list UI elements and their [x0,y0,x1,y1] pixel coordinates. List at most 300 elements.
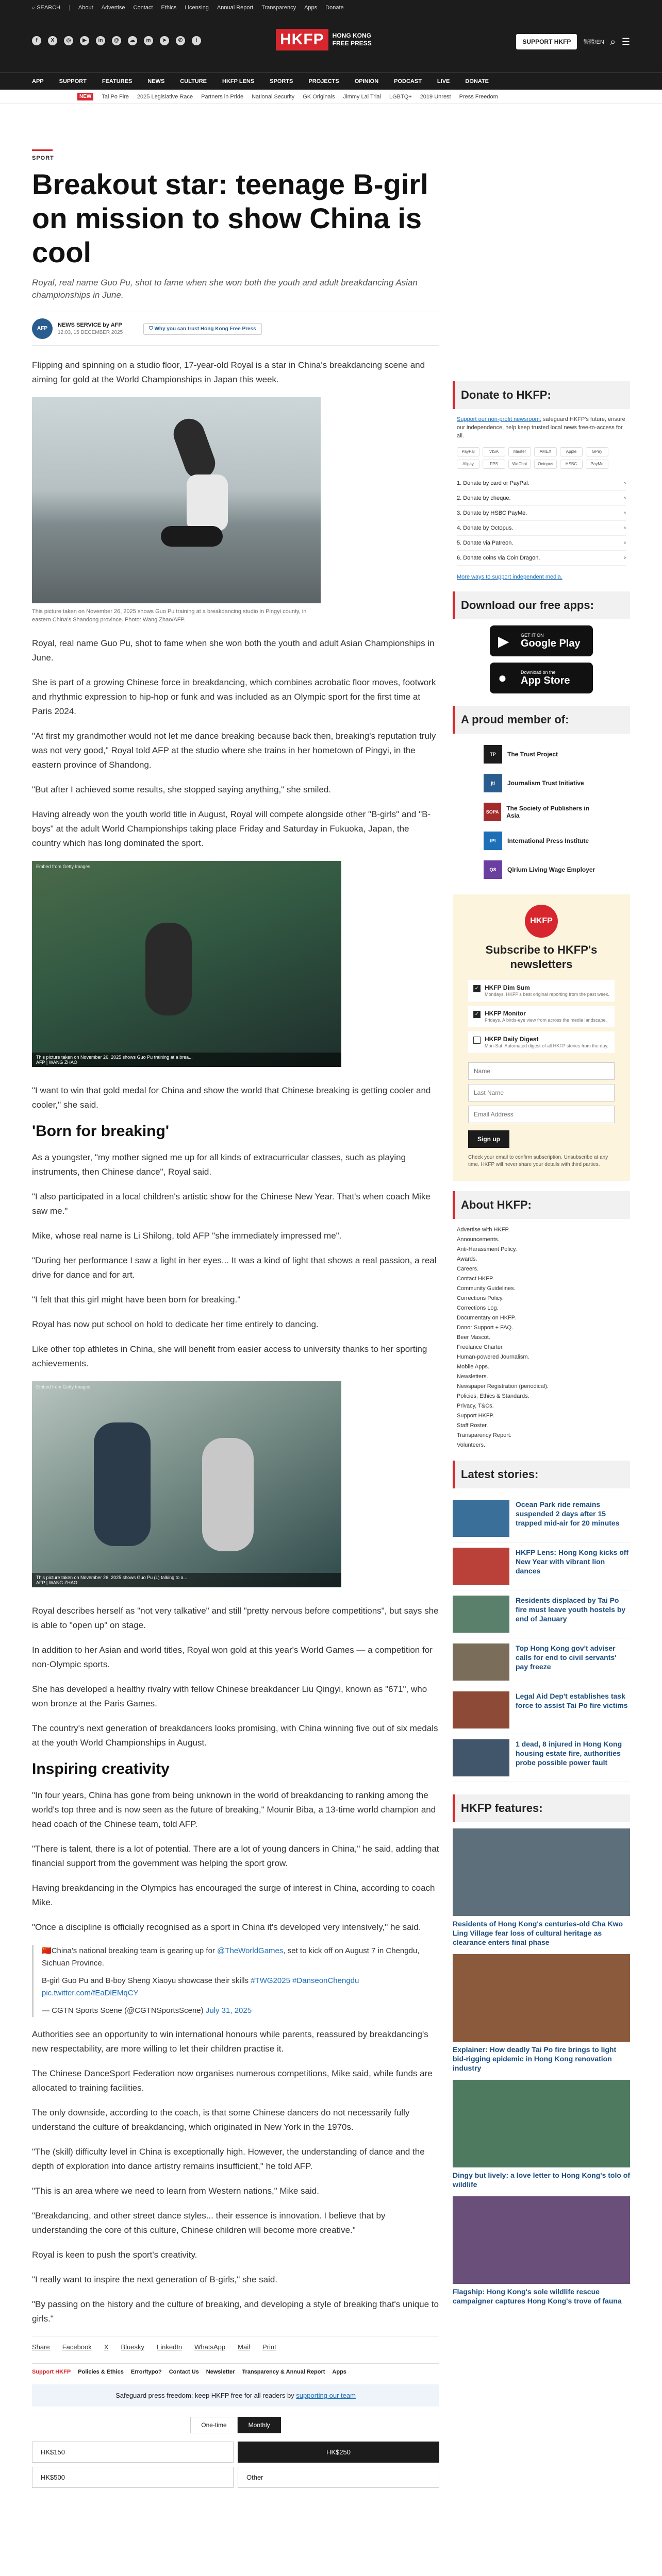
rss-icon[interactable]: ⌇ [192,36,201,45]
trending-link[interactable]: 2019 Unrest [420,93,451,100]
feature-story[interactable] [453,1954,630,2073]
feature-image[interactable] [453,2196,630,2284]
option-name: HKFP Daily Digest [485,1036,539,1043]
policies-link[interactable]: Policies & Ethics [78,2369,124,2375]
feature-image[interactable] [453,1828,630,1916]
share-label: Share [32,2343,50,2351]
paragraph: The country's next generation of breakdancers looks promising, with China winning five out of six medals at the youth World Championships in August. [32,1723,438,1748]
trending-link[interactable]: Jimmy Lai Trial [343,93,381,100]
trending-link[interactable]: Tai Po Fire [102,93,129,100]
newsletter-signup [453,894,630,1181]
about-link[interactable]: Mobile Apps. [457,1364,489,1370]
tweet-mention[interactable]: @TheWorldGames [217,1946,284,1955]
trust-button[interactable] [143,323,262,335]
amount-option[interactable]: HK$150 [32,2442,234,2463]
story-title[interactable]: Ocean Park ride remains suspended 2 days after 15 trapped mid-air for 20 minutes [516,1500,620,1527]
email-field[interactable] [468,1106,615,1123]
chevron-right-icon: › [624,555,626,561]
donate-option[interactable] [457,506,626,521]
trust-project-logo: TP [484,745,502,764]
masthead [0,15,662,72]
byline [32,312,439,346]
utility-bar [0,0,662,15]
about-link[interactable]: Volunteers. [457,1442,486,1448]
ipi-logo: IPI [484,832,502,850]
getty-embed[interactable] [32,861,341,1067]
tweet-text: China's national breaking team is gearing up for [51,1946,218,1955]
threads-icon[interactable]: @ [112,36,121,45]
newsletter-note: Check your email to confirm subscription. Unsubscribe at any time. HKFP will never share your details with third parties. [468,1155,608,1167]
photo-shirt [187,474,228,531]
util-link-advertise[interactable]: Advertise [101,5,125,11]
linkedin-icon[interactable]: in [96,36,105,45]
main-nav [0,72,662,90]
sidebar [453,381,630,2313]
paragraph: Having breakdancing in the Olympics has encouraged the surge of interest in China, according to coach Mike. [32,1883,435,1907]
option-name: HKFP Dim Sum [485,984,530,991]
tweet-line [42,1975,439,1999]
photo-figure [145,923,192,1015]
paragraph: Like other top athletes in China, she will benefit from easier access to university thanks to her sporting achievements. [32,1344,427,1368]
getty-credit: AFP | WANG ZHAO [36,1060,77,1065]
paragraph: "There is talent, there is a lot of potential. There are a lot of young dancers in China," he said, adding that financial support from the government was helping the sport grow. [32,1844,439,1868]
feature-story[interactable] [453,2196,630,2306]
util-link-apps[interactable]: Apps [304,5,318,11]
feature-story[interactable] [453,2080,630,2189]
visa-icon: VISA [483,447,505,456]
latest-story[interactable] [453,1734,630,1782]
spacer [468,1057,615,1062]
donate-heading: Donate to HKFP: [453,381,630,409]
donate-option[interactable] [457,491,626,506]
typo-link[interactable]: Error/typo? [130,2369,162,2375]
paragraph: Royal has now put school on hold to dedicate her time entirely to dancing. [32,1319,319,1329]
getty-embed[interactable] [32,1381,341,1587]
nav-podcast[interactable]: PODCAST [394,78,422,84]
paragraph: In addition to her Asian and world titles, Royal won gold at this year's World Games — a competition for non-Olympic sports. [32,1645,433,1669]
donation-banner [32,2384,439,2406]
paragraph: Having already won the youth world title in August, Royal will compete alongside other "B-girls" and "B-boys" at the adult World Championships taking place Friday and Saturday in Fukuoka, Japan, the country which has long dominated the sport. [32,809,431,848]
octopus-icon: Octopus [534,460,557,469]
trending-link[interactable]: LGBTQ+ [389,93,412,100]
paragraph: Authorities see an opportunity to win international honours while parents, reassured by breakdancing's new respectability, are more willing to let their children practise it. [32,2029,428,2054]
tweet-author: — CGTN Sports Scene (@CGTNSportsScene) [42,2006,204,2015]
wechat-pay-icon: WeChat [508,460,531,469]
logo-line-1: HONG KONG [332,32,372,39]
fps-icon: FPS [483,460,505,469]
app-store-button[interactable] [490,663,593,693]
feature-image[interactable] [453,2080,630,2167]
member-logo[interactable] [453,798,630,826]
paragraph: "I want to win that gold medal for China and show the world that Chinese breaking is getting cooler and cooler," she said. [32,1086,431,1110]
paragraph: "In four years, China has gone from being unknown in the world of breakdancing to ranking among the world's top three and is now seen as the future of breaking," Mounir Biba, a 13-time world champion and head coach of the Chinese team, told AFP. [32,1790,436,1829]
transparency-link[interactable]: Transparency & Annual Report [242,2369,325,2375]
feature-story[interactable] [453,1828,630,1947]
tweet-date[interactable]: July 31, 2025 [205,2006,252,2015]
google-play-small: GET IT ON [521,632,544,638]
payme-icon: PayMe [586,460,608,469]
share-bluesky[interactable]: Bluesky [121,2343,144,2351]
story-title[interactable]: Residents displaced by Tai Po fire must leave youth hostels by end of January [516,1596,626,1623]
last-name-field[interactable] [468,1084,615,1101]
about-link[interactable]: Donor Support + FAQ. [457,1325,514,1331]
member-logo[interactable] [453,740,630,769]
tweet-text: , set to kick off on August 7 in Chengdu, Sichuan Province. [42,1946,420,1968]
jti-logo: jti [484,774,502,792]
name-field[interactable] [468,1062,615,1080]
amount-option[interactable]: HK$500 [32,2467,234,2488]
paragraph: Royal describes herself as "not very talkative" and still "pretty nervous before competitions", but says she is able to "open up" on stage. [32,1606,439,1630]
chevron-right-icon: › [624,510,626,516]
getty-caption [32,1053,341,1067]
amount-option-other[interactable]: Other [238,2467,439,2488]
paragraph: She has developed a healthy rivalry with fellow Chinese breakdancer Liu Qingyi, known as "671", who won bronze at the Paris Games. [32,1684,427,1708]
nonprofit-link[interactable]: Support our non-profit newsroom: [457,416,541,422]
latest-story[interactable] [453,1590,630,1638]
embedded-tweet[interactable] [32,1945,439,2017]
trending-link[interactable]: National Security [252,93,295,100]
member-name: International Press Institute [507,837,589,844]
google-pay-icon: GPay [586,447,608,456]
frequency-toggle [32,2417,439,2433]
nav-sports[interactable]: SPORTS [270,78,293,84]
donate-option[interactable] [457,476,626,491]
trending-link[interactable]: Press Freedom [459,93,498,100]
util-link-donate[interactable]: Donate [325,5,344,11]
search-icon[interactable]: ⌕ [610,36,616,47]
hamburger-menu-icon[interactable]: ☰ [621,36,630,47]
trending-link[interactable]: GK Originals [303,93,335,100]
shield-icon: ⛉ [149,326,155,332]
latest-story[interactable] [453,1686,630,1734]
trending-link[interactable]: 2025 Legislative Race [137,93,193,100]
util-link-transparency[interactable]: Transparency [261,5,296,11]
spacer [32,1591,439,1604]
newsletter-link[interactable]: Newsletter [206,2369,235,2375]
lead-photo [32,397,321,603]
about-link[interactable]: Contact HKFP. [457,1276,494,1282]
about-link[interactable]: Privacy, T&Cs. [457,1403,494,1409]
about-heading: About HKFP: [453,1191,630,1219]
option-text [485,984,609,997]
paragraph: "But after I achieved some results, she stopped saying anything," she smiled. [32,785,331,794]
nav-features[interactable]: FEATURES [102,78,133,84]
paragraph: "At first my grandmother would not let me dance breaking because back then, breaking's reputation truly was not very good," Royal told AFP at the studio where she trains in her hometown of Pingyi, in the eastern province of Shandong. [32,731,436,770]
story-title[interactable]: 1 dead, 8 injured in Hong Kong housing estate fire, authorities probe possible power fault [516,1740,622,1767]
donate-option-label: 3. Donate by HSBC PayMe. [457,510,527,516]
masthead-actions [516,34,630,49]
member-name: The Society of Publishers in Asia [506,805,589,819]
about-link[interactable]: Documentary on HKFP. [457,1315,516,1321]
chevron-right-icon: › [624,525,626,531]
donate-options [453,476,630,566]
story-thumbnail[interactable] [453,1691,509,1728]
instagram-icon[interactable]: ◎ [64,36,73,45]
option-desc: Fridays. A birds-eye view from across the media landscape. [485,1018,607,1023]
amex-icon: AMEX [534,447,557,456]
donate-option[interactable] [457,521,626,536]
latest-story[interactable] [453,1495,630,1543]
getty-credit: AFP | WANG ZHAO [36,1580,77,1585]
story-title[interactable]: HKFP Lens: Hong Kong kicks off New Year with vibrant lion dances [516,1548,629,1575]
photo-legs [161,526,223,547]
living-wage-logo: QS [484,860,502,879]
google-play-icon: ▶ [498,633,509,649]
story-title[interactable]: Legal Aid Dep't establishes task force to assist Tai Po fire victims [516,1692,628,1709]
donate-option-label: 5. Donate via Patreon. [457,540,514,546]
member-logo[interactable] [453,826,630,855]
paragraph: Flipping and spinning on a studio floor, 17-year-old Royal is a star in China's breakdancing scene and aiming for gold at the World Championships in Japan this week. [32,360,425,384]
donate-option[interactable] [457,551,626,566]
bluesky-icon[interactable]: ☁ [128,36,137,45]
about-link[interactable]: Announcements. [457,1236,500,1243]
apple-icon: ● [498,670,507,686]
feature-image[interactable] [453,1954,630,2042]
option-name: HKFP Monitor [485,1010,526,1017]
latest-story[interactable] [453,1638,630,1686]
payment-methods [453,447,630,469]
option-text [485,1010,607,1023]
getty-caption [32,1573,341,1587]
share-bar [32,2336,439,2351]
about-link[interactable]: Community Guidelines. [457,1285,516,1292]
share-print[interactable]: Print [262,2343,276,2351]
author[interactable]: NEWS SERVICE by AFP [58,322,122,328]
getty-embed-label: Embed from Getty Images [36,864,91,869]
nav-culture[interactable]: CULTURE [180,78,207,84]
util-link-contact[interactable]: Contact [133,5,153,11]
feature-title[interactable]: Dingy but lively: a love letter to Hong Kong's tolo of wildlife [453,2171,631,2189]
section-label[interactable]: SPORT [32,155,54,161]
about-link[interactable]: Awards. [457,1256,477,1262]
amount-options [32,2442,439,2488]
mastodon-icon[interactable]: m [144,36,153,45]
share-facebook[interactable]: Facebook [62,2343,92,2351]
latest-heading: Latest stories: [453,1461,630,1488]
paragraph: Royal, real name Guo Pu, shot to fame when she won both the youth and adult Asian Championships in June. [32,638,435,663]
share-linkedin[interactable]: LinkedIn [157,2343,183,2351]
about-link[interactable]: Beer Mascot. [457,1334,490,1341]
alipay-icon: Alipay [457,460,479,469]
tweet-line [42,1945,439,1970]
paragraph: The only downside, according to the coach, is that some Chinese dancers do not necessarily fully understand the culture of breakdancing, which originated in New York in the 1970s. [32,2108,410,2132]
member-name: The Trust Project [507,751,558,758]
about-link[interactable]: Transparency Report. [457,1432,511,1438]
section-rule [32,149,53,151]
about-link[interactable]: Newspaper Registration (periodical). [457,1383,549,1389]
share-whatsapp[interactable]: WhatsApp [194,2343,226,2351]
story-thumbnail[interactable] [453,1548,509,1585]
photo-figure [169,414,219,483]
publish-date: 12:03, 15 DECEMBER 2025 [58,330,123,335]
nav-support[interactable]: SUPPORT [59,78,87,84]
util-link-about[interactable]: About [78,5,93,11]
getty-embed-label: Embed from Getty Images [36,1384,91,1389]
feature-title[interactable]: Explainer: How deadly Tai Po fire brings to light bid-rigging epidemic in Hong Kong renovation industry [453,2045,617,2072]
subheading: 'Born for breaking' [32,1123,169,1140]
about-link[interactable]: Newsletters. [457,1374,488,1380]
paragraph: "During her performance I saw a light in her eyes... It was a kind of light that shows a real passion, a real drive for dance and for art. [32,1256,437,1280]
trending-link[interactable]: Partners in Pride [201,93,244,100]
hkfp-logo[interactable] [276,29,372,50]
hkfp-logo: HKFP [525,905,558,938]
paragraph: Mike, whose real name is Li Shilong, told AFP "she immediately impressed me". [32,1231,342,1241]
donate-option-label: 1. Donate by card or PayPal. [457,480,529,486]
youtube-icon[interactable]: ▶ [80,36,89,45]
support-links [32,2363,439,2375]
about-link[interactable]: Corrections Log. [457,1305,499,1311]
about-link[interactable]: Policies, Ethics & Standards. [457,1393,529,1399]
story-thumbnail[interactable] [453,1500,509,1537]
feature-stories [453,1828,630,2306]
option-desc: Mon-Sat. Automated digest of all HKFP stories from the day. [485,1043,608,1048]
paragraph: "I also participated in a local children's artistic show for the Chinese New Year. That's when coach Mike saw me." [32,1192,431,1216]
byline-meta [58,322,123,335]
option-text [485,1036,608,1049]
apple-pay-icon: Apple [560,447,583,456]
banner-text: Safeguard press freedom; keep HKFP free for all readers by [115,2392,296,2399]
nav-donate[interactable]: DONATE [465,78,489,84]
photo-caption: This picture taken on November 26, 2025 shows Guo Pu training at a breakdancing studio in Pingyi county, in eastern China's Shandong province. Photo: Wang Zhao/AFP. [32,608,307,623]
getty-caption-text: This picture taken on November 26, 2025 shows Guo Pu (L) talking to a... [36,1575,188,1580]
photo-figure [202,1438,254,1551]
support-hkfp-button[interactable]: SUPPORT HKFP [516,34,577,49]
tweet-hashtags[interactable]: #TWG2025 #DanseonChengdu pic.twitter.com/fEaDlEMqCY [42,1976,359,1997]
logo-line-2: FREE PRESS [332,40,372,47]
paragraph: As a youngster, "my mother signed me up for all kinds of extracurricular classes, such as playing instruments, then Chinese dance", Royal said. [32,1153,406,1177]
nav-news[interactable]: NEWS [147,78,165,84]
paragraph: She is part of a growing Chinese force in breakdancing, which combines acrobatic floor moves, footwork and rhythmic expression to hip-hop or funk and was included as an Olympic sport for the first time at Paris 2024. [32,677,436,716]
support-link[interactable]: Support HKFP [32,2369,71,2375]
about-link[interactable]: Staff Roster. [457,1422,488,1429]
photo-figure [94,1422,151,1546]
about-link[interactable]: Support HKFP. [457,1413,494,1419]
divider: | [69,5,70,11]
one-time-option[interactable]: One-time [190,2417,237,2433]
story-title[interactable]: Top Hong Kong gov't adviser calls for end to civil servants' pay freeze [516,1644,617,1671]
logo-mark: HKFP [276,29,328,50]
nav-live[interactable]: LIVE [437,78,450,84]
about-link[interactable]: Human-powered Journalism. [457,1354,529,1360]
facebook-icon[interactable]: f [32,36,41,45]
trust-label: Why you can trust Hong Kong Free Press [154,326,256,332]
about-link[interactable]: Advertise with HKFP. [457,1227,510,1233]
paragraph: "This is an area where we need to learn from Western nations," Mike said. [32,2186,319,2196]
about-link[interactable]: Anti-Harassment Policy. [457,1246,517,1252]
paragraph: "By passing on the history and the culture of breaking, and developing a style of breaking that's unique to girls." [32,2299,439,2324]
app-store-small: Download on the [521,669,556,675]
latest-stories [453,1495,630,1782]
social-links [32,36,201,45]
latest-story[interactable] [453,1543,630,1590]
about-link[interactable]: Freelance Charter. [457,1344,504,1350]
support-team-link[interactable]: supporting our team [296,2392,356,2399]
trending-bar [0,90,662,104]
app-store-label: App Store [521,674,570,686]
util-link-ethics[interactable]: Ethics [161,5,177,11]
checkbox-icon[interactable]: ✓ [473,1011,481,1018]
paragraph: "I felt that this girl might have been born for breaking." [32,1295,241,1304]
newsletter-option[interactable] [468,980,615,1002]
nav-projects[interactable]: PROJECTS [308,78,339,84]
member-name: Journalism Trust Initiative [507,779,584,787]
util-link-licensing[interactable]: Licensing [185,5,209,11]
sopa-logo: SOPA [484,803,501,821]
chevron-right-icon: › [624,540,626,546]
whatsapp-icon[interactable]: ✆ [176,36,185,45]
nav-hkfp-lens[interactable]: HKFP LENS [222,78,255,84]
contact-link[interactable]: Contact Us [169,2369,199,2375]
donate-option-label: 6. Donate coins via Coin Dragon. [457,555,540,561]
donate-text: safeguard HKFP's future, ensure our independence, help keep trusted local news free-to-access for all. [457,416,625,439]
feature-title[interactable]: Residents of Hong Kong's centuries-old Cha Kwo Ling Village fear loss of cultural heritage as clearance enters final phase [453,1920,623,1946]
share-mail[interactable]: Mail [238,2343,250,2351]
about-link[interactable]: Careers. [457,1266,479,1272]
hsbc-icon: HSBC [560,460,583,469]
getty-caption-text: This picture taken on November 26, 2025 shows Guo Pu training at a brea... [36,1055,193,1060]
member-name: Qirium Living Wage Employer [507,866,595,873]
tweet-text: B-girl Guo Pu and B-boy Sheng Xiaoyu showcase their skills [42,1976,249,1985]
story-thumbnail[interactable] [453,1596,509,1633]
checkbox-icon[interactable]: ✓ [473,985,481,992]
checkbox-icon[interactable] [473,1037,481,1044]
search-label: SEARCH [37,4,61,11]
twitter-icon[interactable]: X [48,36,57,45]
story-thumbnail[interactable] [453,1739,509,1776]
about-link[interactable]: Corrections Policy. [457,1295,504,1301]
option-desc: Mondays. HKFP's best original reporting from the past week. [485,992,609,997]
apps-link[interactable]: Apps [332,2369,346,2375]
apps-heading: Download our free apps: [453,591,630,619]
member-heading: A proud member of: [453,706,630,734]
newsletter-option[interactable] [468,1006,615,1027]
more-ways-link[interactable]: More ways to support independent media. [457,574,562,580]
telegram-icon[interactable]: ➤ [160,36,169,45]
mastercard-icon: Master [508,447,531,456]
flag-icon: 🇨🇳 [42,1946,52,1955]
subheading: Inspiring creativity [32,1760,170,1777]
paragraph: "I really want to inspire the next generation of B-girls," she said. [32,2275,278,2284]
chevron-right-icon: › [624,480,626,486]
amount-option-selected[interactable]: HK$250 [238,2442,439,2463]
search-link[interactable]: ⌕ SEARCH [32,4,61,11]
member-logo[interactable] [453,769,630,798]
standfirst: Royal, real name Guo Pu, shot to fame when she won both the youth and adult breakdancing Asian championships in June. [32,278,418,300]
avatar: AFP [32,318,53,339]
nav-app[interactable]: APP [32,78,44,84]
article [32,149,439,2488]
monthly-option[interactable]: Monthly [238,2417,281,2433]
paypal-icon: PayPal [457,447,479,456]
donate-option-label: 4. Donate by Octopus. [457,525,514,531]
paragraph: "The (skill) difficulty level in China is exceptionally high. However, the understanding of dance and the depth of exploration into dance artistry remains insufficient," he told AFP. [32,2147,425,2171]
newsletter-option[interactable] [468,1031,615,1053]
donate-option[interactable] [457,536,626,551]
features-heading: HKFP features: [453,1794,630,1822]
feature-title[interactable]: Flagship: Hong Kong's sole wildlife rescue campaigner captures Hong Kong's trove of fauna [453,2287,622,2305]
logo-text [333,32,372,47]
language-toggle[interactable]: 繁體/EN [583,39,604,45]
member-logo[interactable] [453,855,630,884]
new-badge: NEW [77,93,93,100]
story-thumbnail[interactable] [453,1643,509,1681]
sign-up-button[interactable]: Sign up [468,1130,509,1148]
util-link-annual-report[interactable]: Annual Report [217,5,254,11]
nav-opinion[interactable]: OPINION [354,78,379,84]
spacer [32,1071,439,1083]
share-x[interactable]: X [104,2343,109,2351]
google-play-button[interactable] [490,625,593,656]
